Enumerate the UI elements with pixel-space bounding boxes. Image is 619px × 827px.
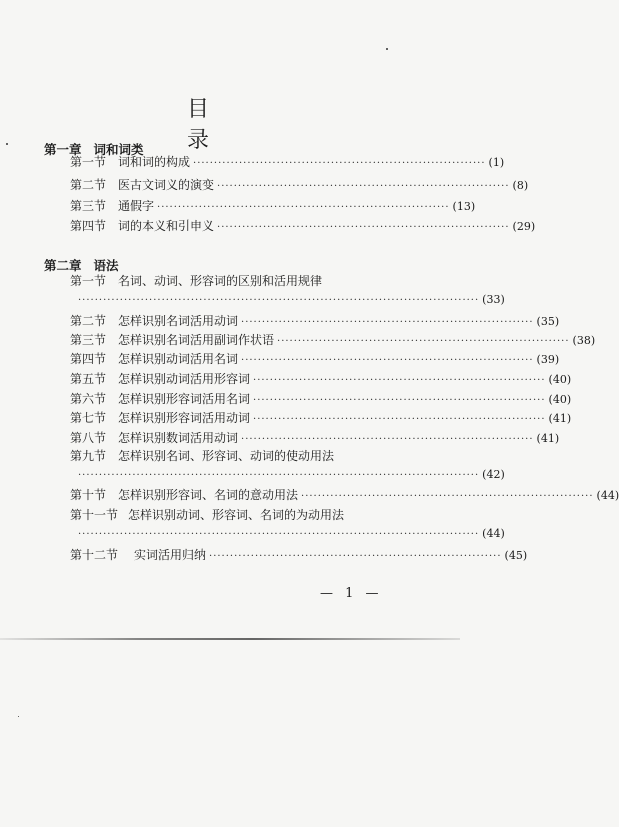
section-title: 怎样识别动词、形容词、名词的为动用法 (128, 508, 345, 522)
page-number: (42) (482, 468, 505, 481)
toc-entry (70, 197, 476, 215)
section-title: 怎样识别名词、形容词、动词的使动用法 (118, 449, 335, 463)
toc-entry (70, 272, 505, 306)
page-number: (41) (548, 412, 572, 425)
leader-dots: ······································································ (209, 551, 502, 562)
scan-edge-line (0, 638, 460, 640)
section-title: 怎样识别动词活用形容词 (118, 372, 251, 386)
page-number: (33) (482, 293, 505, 306)
leader-dots: ······································································ (217, 181, 510, 192)
leader-dots: ······································································ (301, 491, 594, 502)
leader-dots: ······································································ (193, 158, 486, 169)
toc-entry (70, 370, 572, 388)
page-number: (41) (536, 432, 560, 445)
toc-entry (70, 217, 536, 235)
page-number: (8) (512, 179, 529, 192)
leader-dots: ······································································ (253, 414, 546, 425)
section-title: 词的本义和引申义 (118, 219, 215, 233)
section-title: 实词活用归纳 (134, 548, 207, 562)
section-title: 词和词的构成 (118, 155, 191, 169)
toc-entry (70, 312, 560, 330)
page-number: (40) (548, 393, 572, 406)
section-number: 第十节 (70, 488, 107, 502)
section-title: 怎样识别数词活用动词 (118, 431, 239, 445)
section-number: 第八节 (70, 431, 107, 445)
section-title: 怎样识别动词活用名词 (118, 352, 239, 366)
section-title: 名词、动词、形容词的区别和活用规律 (118, 274, 323, 288)
section-number: 第一节 (70, 274, 107, 288)
section-number: 第二节 (70, 314, 107, 328)
chapter-number: 第一章 (44, 142, 82, 157)
page-number: (1) (488, 156, 505, 169)
leader-dots: ································································································ (78, 529, 480, 540)
page-footer-number: — 1 — (320, 586, 383, 601)
section-title: 怎样识别形容词活用动词 (118, 411, 251, 425)
chapter-number: 第二章 (44, 258, 82, 273)
section-number: 第二节 (70, 178, 107, 192)
section-number: 第十二节 (70, 548, 119, 562)
toc-entry (70, 546, 528, 564)
leader-dots: ······································································ (241, 434, 534, 445)
section-number: 第四节 (70, 219, 107, 233)
toc-entry (70, 331, 596, 349)
section-number: 第五节 (70, 372, 107, 386)
section-number: 第一节 (70, 155, 107, 169)
leader-dots: ······································································ (277, 336, 570, 347)
page-number: (13) (452, 200, 476, 213)
section-number: 第十一节 (70, 508, 119, 522)
leader-dots: ······································································ (241, 355, 534, 366)
leader-dots: ································································································ (78, 295, 480, 306)
toc-entry (70, 390, 572, 408)
toc-entry (70, 447, 505, 481)
section-title: 怎样识别形容词、名词的意动用法 (118, 488, 299, 502)
section-number: 第六节 (70, 392, 107, 406)
scan-speck (18, 716, 19, 717)
leader-dots: ······································································ (241, 317, 534, 328)
section-number: 第九节 (70, 449, 107, 463)
section-number: 第七节 (70, 411, 107, 425)
page-number: (40) (548, 373, 572, 386)
section-number: 第三节 (70, 199, 107, 213)
leader-dots: ······································································ (217, 222, 510, 233)
scan-speck (386, 48, 388, 50)
page-number: (29) (512, 220, 536, 233)
page-number: (39) (536, 353, 560, 366)
toc-entry (70, 506, 505, 540)
toc-entry (70, 153, 505, 171)
leader-dots: ······································································ (253, 395, 546, 406)
page-number: (44) (596, 489, 619, 502)
section-title: 怎样识别名词活用动词 (118, 314, 239, 328)
section-title: 医古文词义的演变 (118, 178, 215, 192)
section-number: 第四节 (70, 352, 107, 366)
chapter-name: 词和词类 (93, 142, 144, 157)
toc-entry (70, 350, 560, 368)
toc-entry (70, 429, 560, 447)
scan-speck (6, 143, 8, 145)
section-title: 怎样识别形容词活用名词 (118, 392, 251, 406)
page-number: (44) (482, 527, 505, 540)
section-title: 通假字 (118, 199, 155, 213)
toc-entry (70, 176, 529, 194)
toc-entry (70, 486, 619, 504)
section-number: 第三节 (70, 333, 107, 347)
chapter-name: 语法 (93, 258, 119, 273)
page-number: (38) (572, 334, 596, 347)
leader-dots: ································································································ (78, 470, 480, 481)
leader-dots: ······································································ (253, 375, 546, 386)
page-title: 目 录 (186, 97, 243, 153)
page-number: (35) (536, 315, 560, 328)
toc-entry (70, 409, 572, 427)
section-title: 怎样识别名词活用副词作状语 (118, 333, 275, 347)
leader-dots: ······································································ (157, 202, 450, 213)
page-number: (45) (504, 549, 528, 562)
